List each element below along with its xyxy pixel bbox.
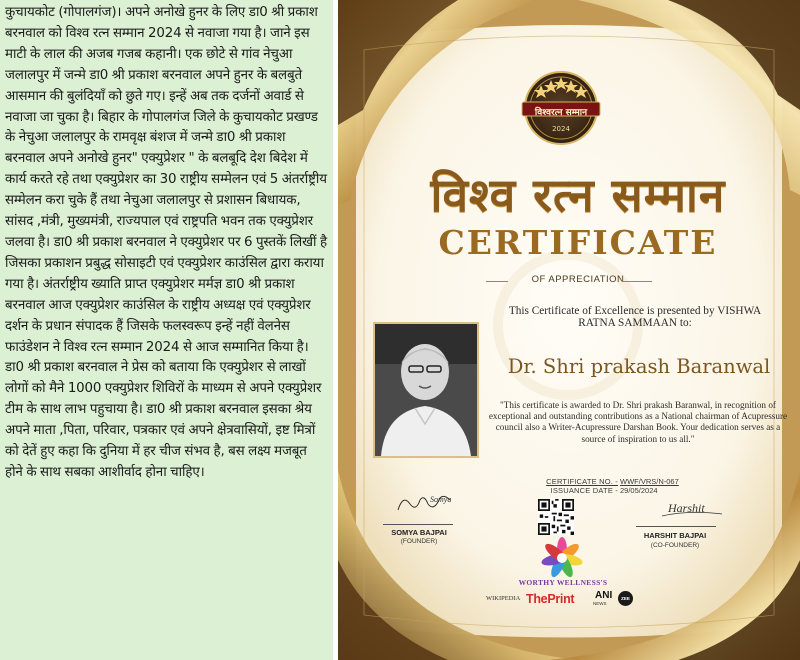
wikipedia-logo: WIKIPEDIA [486,595,521,602]
badge-text: विश्वरत्न सम्मान [534,108,588,118]
recipient-photo [373,322,479,458]
article-panel [0,0,333,660]
signature-right-text: Harshit [668,501,705,515]
article-text: कुचायकोट (गोपालगंज)। अपने अनोखे हुनर के लिए डा0 श्री प्रकाश बरनवाल को विश्व रत्न सम्मान 2024 से नवाजा गया है। जाने इस माटी के लाल की अजब गजब कहानी। एक छोटे से गांव नेचुआ जलालपुर में जन्मे डा0 श्री प्रकाश बरनवाल अपने हुनर के बलबुते आसमान की बुलंदियाँ को छुते गए। इन्हें अब तक दर्जनों अवार्ड से नवाजा जा चुका है। बिहार के गोपालगंज जिले के कुचायकोट प्रखण्ड के नेचुआ जलालपुर के रामवृक्ष बंशज में जन्मे डा0 श्री प्रकाश बरनवाल अपने अनोखे हुनर" एक्युप्रेशर " के बलबूदि देश बिदेश में कार्य करते रहे तथा एक्युप्रेशर का 30 राष्ट्रीय सम्मेलन एवं 5 अंतर्राष्ट्रीय सम्मेलन करा चुके हैं तथा नेचुआ जलालपुर से प्रशासन बिधायक, सांसद ,मंत्री, मुख्यमंत्री, राज्यपाल एवं राष्ट्रपति भवन तक एक्युप्रेशर जलवा है। डा0 श्री प्रकाश बरनवाल ने एक्युप्रेशर पर 6 पुस्तकें लिखीं है जिसका प्रकाशन प्रबुद्ध सोसाइटी एवं एक्युप्रेशर काउंसिल द्वारा कराया गया है। अंतर्राष्ट्रीय ख्याति प्राप्त एक्युप्रेशर मर्मज्ञ डा0 श्री प्रकाश बरनवाल आज एक्युप्रेशर काउंसिल के राष्ट्रीय अध्यक्ष एवं एक्युप्रेशर दर्शन के प्रधान संपादक हैं जिसके फलस्वरूप इन्हें नहीं वेलनेस फाउंडेशन ने विश्व रत्न सम्मान 2024 से आज सम्मानित किया है। डा0 श्री प्रकाश बरनवाल ने प्रेस को बताया कि एक्युप्रेशर से लाखों लोगों को मैने 1000 एक्युप्रेशर शिविरों के माध्यम से अपने एक्युप्रेशर टीम के साथ लाभ पहुचाया है। डा0 श्री प्रकाश बरनवाल इसका श्रेय अपने माता ,पिता, परिवार, पत्रकार एवं अपने क्षेत्रवासियों, इष्ट मित्रों को देतें हुए कहा कि दुनिया में हर चीज संभव है, बस लक्ष्य मजबूत होने के साथ सबका आशीर्वाद होना चाहिए। [5,5,327,480]
ani-logo: ANI [595,590,613,601]
issuance-date-label: ISSUANCE DATE - [550,486,618,495]
flower-logo-icon [540,536,584,580]
ani-logo-sub: NEWS [593,601,607,606]
recipient-portrait [375,324,477,456]
certificate-subtitle: OF APPRECIATION [531,274,625,285]
signature-left [358,490,466,520]
presented-text: This Certificate of Excellence is presented by VISHWA RATNA SAMMAAN to: [508,305,762,329]
hindi-title: विश्व रत्न सम्मान [430,168,726,222]
signature-right [638,494,738,522]
certificate-number-label: CERTIFICATE NO. - [546,477,618,486]
certificate-image [338,0,800,660]
issuance-date: 29/05/2024 [620,486,658,495]
co-founder-role: (CO-FOUNDER) [650,542,700,549]
media-logos [486,590,646,610]
certificate-number: WWF/VRS/N-067 [620,477,679,486]
award-badge [506,72,616,144]
theprint-logo: ThePrint [526,592,575,606]
signature-line-left [383,524,453,525]
recipient-name: Dr. Shri prakash Baranwal [507,355,771,378]
signature-left-text: Somya [430,495,452,504]
co-founder-name: HARSHIT BAJPAI [643,531,707,540]
organization-name: WORTHY WELLNESS'S [518,578,608,587]
qr-code-icon [538,499,574,535]
certificate-title: CERTIFICATE [438,223,718,262]
signature-line-right [636,526,716,527]
zee-logo: ZEE [618,591,633,606]
badge-year: 2024 [552,125,570,133]
citation-text: "This certificate is awarded to Dr. Shri prakash Baranwal, in recognition of exceptional and outstanding contributions as a National chairman of Acupressure council also a Writer-Acupressure Darshan Book. Your dedication serves as a source of inspiration to us all." [488,400,788,444]
founder-role: (FOUNDER) [400,538,438,545]
divider-right [622,281,652,282]
founder-name: SOMYA BAJPAI [391,528,447,537]
